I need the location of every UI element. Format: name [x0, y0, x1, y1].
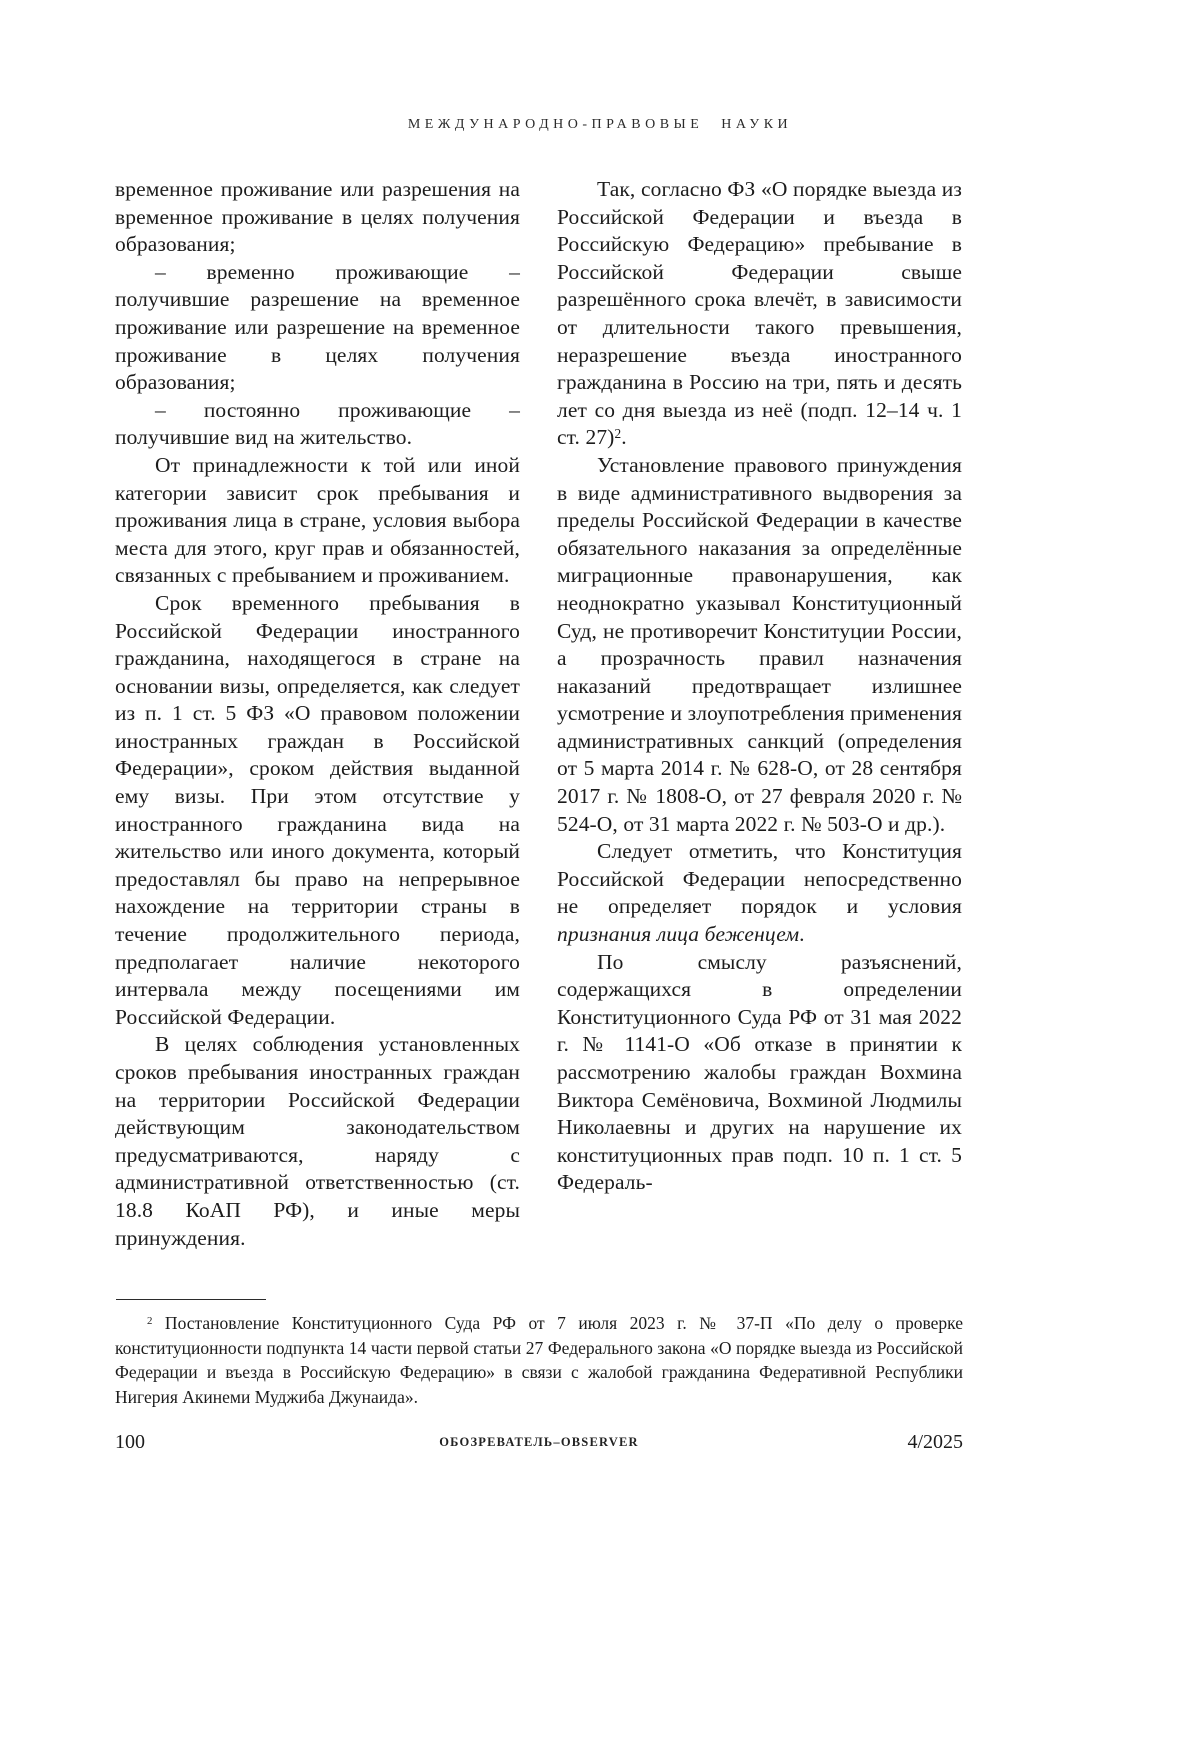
- paragraph: – постоянно проживающие – получившие вид на жительство.: [115, 397, 520, 450]
- footnote-text: Постановление Конституционного Суда РФ от 7 июля 2023 г. № 37-П «По делу о проверке конституционности подпункта 14 части первой статьи 27 Федерального закона «О порядке выезда из Российской Федерации и въезда в Российскую Федерацию» в связи с жалобой гражданина Федеративной Республики Нигерия Акинеми Муджиба Джунаида».: [115, 1313, 963, 1407]
- page-number: 100: [115, 1431, 145, 1453]
- footnote-reference: 2: [614, 426, 622, 442]
- paragraph: По смыслу разъяснений, содержащихся в определении Конституционного Суда РФ от 31 мая 2022 г. № 1141-О «Об отказе в принятии к рассмотрению жалобы граждан Вохмина Виктора Семёновича, Вохминой Людмилы Николаевны и других на нарушение их конституционных прав подп. 10 п. 1 ст. 5 Федераль-: [557, 949, 962, 1195]
- paragraph: От принадлежности к той или иной категории зависит срок пребывания и проживания лица в стране, условия выбора места для этого, круг прав и обязанностей, связанных с пребыванием и проживанием.: [115, 452, 520, 588]
- issue-number: 4/2025: [907, 1431, 963, 1453]
- footnote-separator-rule: [116, 1299, 266, 1300]
- paragraph: временное проживание или разрешения на временное проживание в целях получения образования;: [115, 177, 520, 257]
- paragraph: [557, 176, 962, 452]
- paragraph: – временно проживающие – получившие разрешение на временное проживание или разрешение на временное проживание в целях получения образования;: [115, 259, 520, 395]
- page-footer: [115, 1422, 963, 1454]
- paragraph: Срок временного пребывания в Российской Федерации иностранного гражданина, находящегося в стране на основании визы, определяется, как следует из п. 1 ст. 5 ФЗ «О правовом положении иностранных граждан в Российской Федерации», сроком действия выданной ему визы. При этом отсутствие у иностранного гражданина вида на жительство или иного документа, который предоставлял бы право на непрерывное нахождение на территории страны в течение продолжительного периода, предполагает наличие некоторого интервала между посещениями им Российской Федерации.: [115, 590, 520, 1029]
- paragraph-text: Так, согласно ФЗ «О порядке выезда из Российской Федерации и въезда в Российскую Федерацию» пребывание в Российской Федерации свыше разрешённого срока влечёт, в зависимости от длительности такого превышения, неразрешение въезда иностранного гражданина в Россию на три, пять и десять лет со дня выезда из неё (подп. 12–14 ч. 1 ст. 27): [557, 177, 962, 450]
- running-head: [0, 117, 1200, 133]
- column-left: [115, 176, 520, 1252]
- paragraph-text: .: [799, 922, 805, 947]
- column-right: [557, 176, 962, 1252]
- paragraph-text: .: [621, 425, 627, 450]
- journal-title: ОБОЗРЕВАТЕЛЬ–OBSERVER: [439, 1435, 639, 1449]
- paragraph: Установление правового принуждения в виде административного выдворения за пределы Российской Федерации в качестве обязательного наказания за определённые миграционные правонарушения, как неоднократно указывал Конституционный Суд, не противоречит Конституции России, а прозрачность правил назначения наказаний предотвращает излишнее усмотрение и злоупотребления применения административных санкций (определения от 5 марта 2014 г. № 628-О, от 28 сентября 2017 г. № 1808-О, от 27 февраля 2020 г. № 524-О, от 31 марта 2022 г. № 503-О и др.).: [557, 452, 962, 836]
- paragraph-text: Следует отметить, что Конституция Российской Федерации непосредственно не определяет порядок и условия: [557, 839, 962, 919]
- emphasized-phrase: признания лица беженцем: [557, 922, 800, 947]
- footnote: [115, 1311, 963, 1409]
- paragraph: В целях соблюдения установленных сроков пребывания иностранных граждан на территории Российской Федерации действующим законодательством предусматриваются, наряду с административной ответственностью (ст. 18.8 КоАП РФ), и иные меры принуждения.: [115, 1032, 520, 1250]
- paragraph: [557, 838, 962, 948]
- article-body: [115, 176, 963, 1252]
- running-head-title: МЕЖДУНАРОДНО-ПРАВОВЫЕ НАУКИ: [407, 117, 793, 132]
- footnote-marker: 2: [147, 1315, 153, 1328]
